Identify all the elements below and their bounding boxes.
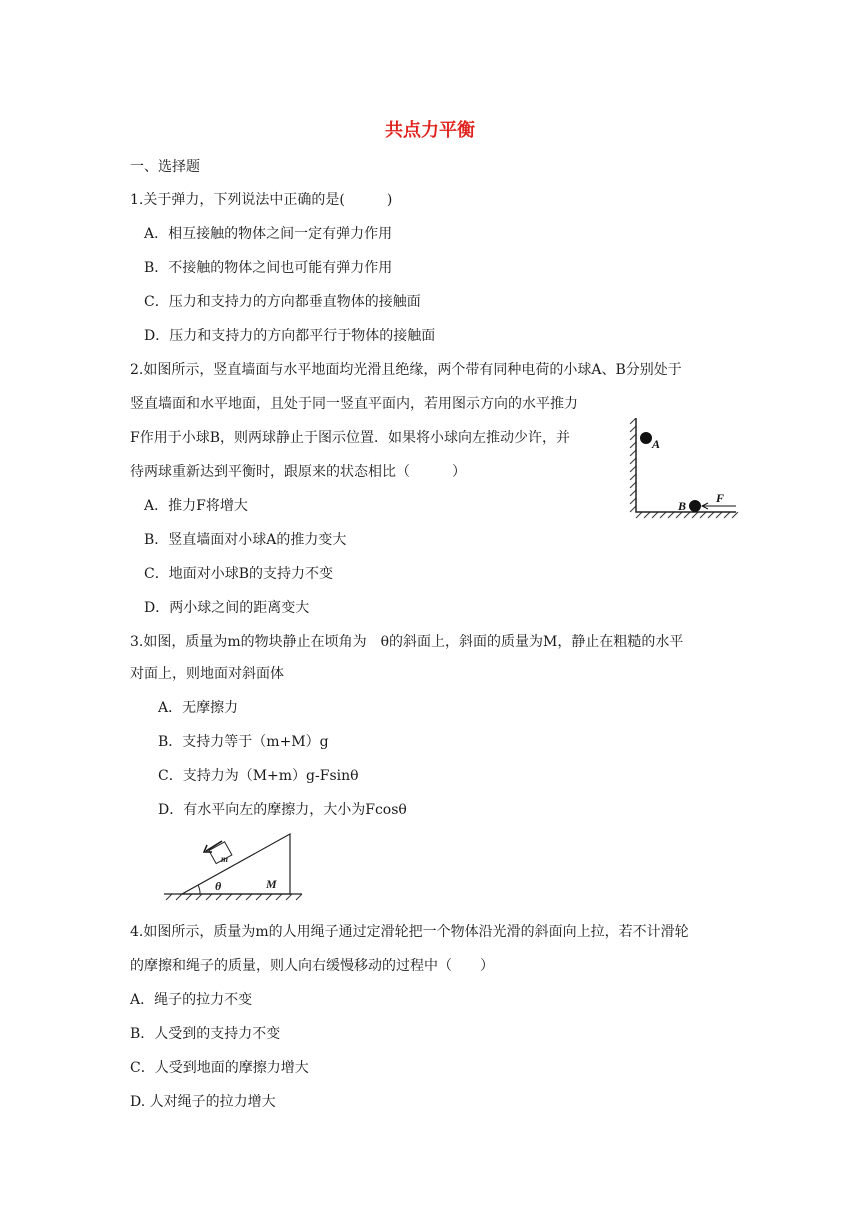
question-2-stem-line-1: 2.如图所示，竖直墙面与水平地面均光滑且绝缘，两个带有同种电荷的小球A、B分别处于 <box>130 362 682 378</box>
question-3-stem-line-1: 3.如图，质量为m的物块静止在顷角为 θ的斜面上，斜面的质量为M，静止在粗糙的水平 <box>130 634 684 650</box>
question-1-stem: 1.关于弹力，下列说法中正确的是( ) <box>130 192 393 208</box>
force-f-label: F <box>716 491 725 505</box>
question-2-option-c: C．地面对小球B的支持力不变 <box>144 566 333 582</box>
angle-arc <box>198 885 200 894</box>
question-4-option-c: C．人受到地面的摩擦力增大 <box>130 1060 309 1076</box>
question-2-stem-line-4: 待两球重新达到平衡时，跟原来的状态相比（ ） <box>130 464 466 480</box>
ball-a <box>640 432 652 444</box>
mass-m-label: m <box>221 854 229 864</box>
wall-floor-figure <box>620 418 744 522</box>
question-4-option-a: A．绳子的拉力不变 <box>130 992 253 1008</box>
question-3-option-a: A．无摩擦力 <box>158 700 239 716</box>
question-2-stem-line-2: 竖直墙面和水平地面，且处于同一竖直平面内，若用图示方向的水平推力 <box>130 396 578 412</box>
ball-b <box>689 500 701 512</box>
question-1-option-a: A．相互接触的物体之间一定有弹力作用 <box>144 226 393 242</box>
question-1-option-b: B．不接触的物体之间也可能有弹力作用 <box>144 260 393 276</box>
ball-b-label: B <box>678 499 687 513</box>
question-3-option-c: C．支持力为（M+m）g-Fsinθ <box>158 768 359 784</box>
question-4-stem-line-1: 4.如图所示，质量为m的人用绳子通过定滑轮把一个物体沿光滑的斜面向上拉，若不计滑轮 <box>130 924 689 940</box>
ball-a-label: A <box>652 437 661 451</box>
question-3-stem-line-2: 对面上，则地面对斜面体 <box>130 666 284 682</box>
section-heading: 一、选择题 <box>130 159 200 175</box>
incline-figure <box>160 832 308 906</box>
question-1-option-d: D．压力和支持力的方向都平行于物体的接触面 <box>144 328 436 344</box>
question-2-option-a: A．推力F将增大 <box>144 498 248 514</box>
angle-theta-label: θ <box>215 879 222 893</box>
question-2-option-d: D．两小球之间的距离变大 <box>144 600 310 616</box>
ground-hatching <box>166 894 302 900</box>
page-title: 共点力平衡 <box>385 120 475 141</box>
question-2-option-b: B．竖直墙面对小球A的推力变大 <box>144 532 347 548</box>
question-2-stem-line-3: F作用于小球B，则两球静止于图示位置．如果将小球向左推动少许，并 <box>130 430 571 446</box>
wall-hatching <box>630 418 636 512</box>
question-4-stem-line-2: 的摩擦和绳子的质量，则人向右缓慢移动的过程中（ ） <box>130 958 494 974</box>
question-3-option-b: B．支持力等于（m+M）g <box>158 734 329 750</box>
question-3-option-d: D．有水平向左的摩擦力，大小为Fcosθ <box>158 802 407 818</box>
question-4-option-d: D. 人对绳子的拉力增大 <box>130 1094 276 1110</box>
mass-big-m-label: M <box>266 877 277 891</box>
question-4-option-b: B．人受到的支持力不变 <box>130 1026 281 1042</box>
floor-hatching <box>636 512 738 518</box>
question-1-option-c: C．压力和支持力的方向都垂直物体的接触面 <box>144 294 421 310</box>
